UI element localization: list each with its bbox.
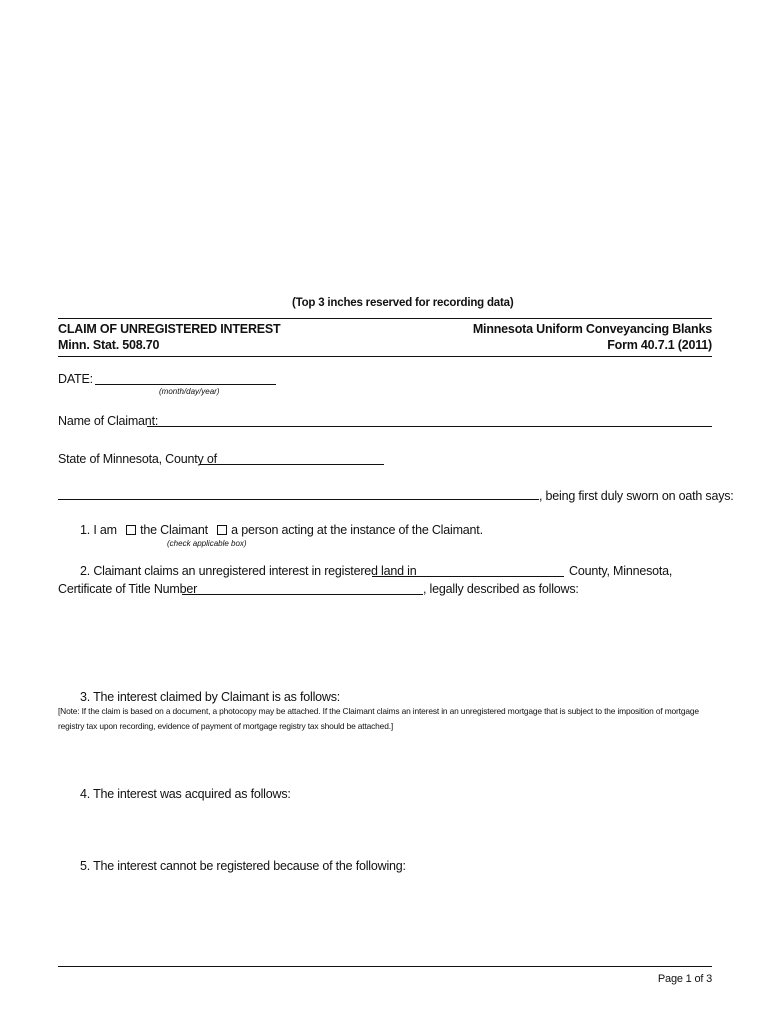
item-5-row [80,859,406,873]
date-field[interactable] [95,372,276,385]
item-5-number: 5. [80,859,91,873]
certificate-label: Certificate of Title Number [58,582,198,596]
item-1-row [80,523,483,537]
item-1-number: 1. [80,523,91,537]
venue-county-field[interactable] [200,452,384,465]
claimant-option-label: the Claimant [140,523,208,537]
venue-label: State of Minnesota, County of [58,452,217,466]
item-1-text: I am [93,523,117,537]
form-number: Form 40.7.1 (2011) [607,338,712,352]
affiant-name-field[interactable] [58,487,539,500]
form-title: CLAIM OF UNREGISTERED INTEREST [58,322,281,336]
agent-checkbox[interactable] [217,525,227,535]
agent-option-label: a person acting at the instance of the Claimant. [231,523,483,537]
item-4-text: The interest was acquired as follows: [93,787,291,801]
item-3-row [80,690,340,704]
item-4-row [80,787,291,801]
checkbox-hint: (check applicable box) [167,539,247,548]
claimant-name-field[interactable] [147,414,712,427]
county-suffix: County, Minnesota, [569,564,673,578]
certificate-number-field[interactable] [182,582,423,595]
statute-reference: Minn. Stat. 508.70 [58,338,160,352]
item-4-number: 4. [80,787,91,801]
claimant-checkbox[interactable] [126,525,136,535]
footer-rule [58,966,712,967]
date-hint: (month/day/year) [159,387,220,396]
item-2-text: Claimant claims an unregistered interest in registered land in [93,564,417,578]
header-bottom-rule [58,356,712,357]
date-label: DATE: [58,372,93,386]
form-series: Minnesota Uniform Conveyancing Blanks [472,322,712,336]
claimant-label: Name of Claimant: [58,414,159,428]
item-5-text: The interest cannot be registered because of the following: [93,859,406,873]
legal-description-intro: , legally described as follows: [423,582,579,596]
item-3-text: The interest claimed by Claimant is as follows: [93,690,341,704]
item-3-note: [Note: If the claim is based on a document, a photocopy may be attached. If the Claimant claims an interest in an unregistered mortgage that is subject to the imposition of mortgage registry tax upon recording, evidence of payment of mortgage registry tax should be attached.] [58,706,699,731]
item-3-number: 3. [80,690,91,704]
recording-data-note: (Top 3 inches reserved for recording data) [292,297,514,309]
land-county-field[interactable] [372,564,564,577]
item-2-number: 2. [80,564,91,578]
oath-statement: , being first duly sworn on oath says: [539,489,734,503]
page-number: Page 1 of 3 [657,973,712,985]
header-top-rule [58,318,712,319]
item-2-row [80,564,417,578]
